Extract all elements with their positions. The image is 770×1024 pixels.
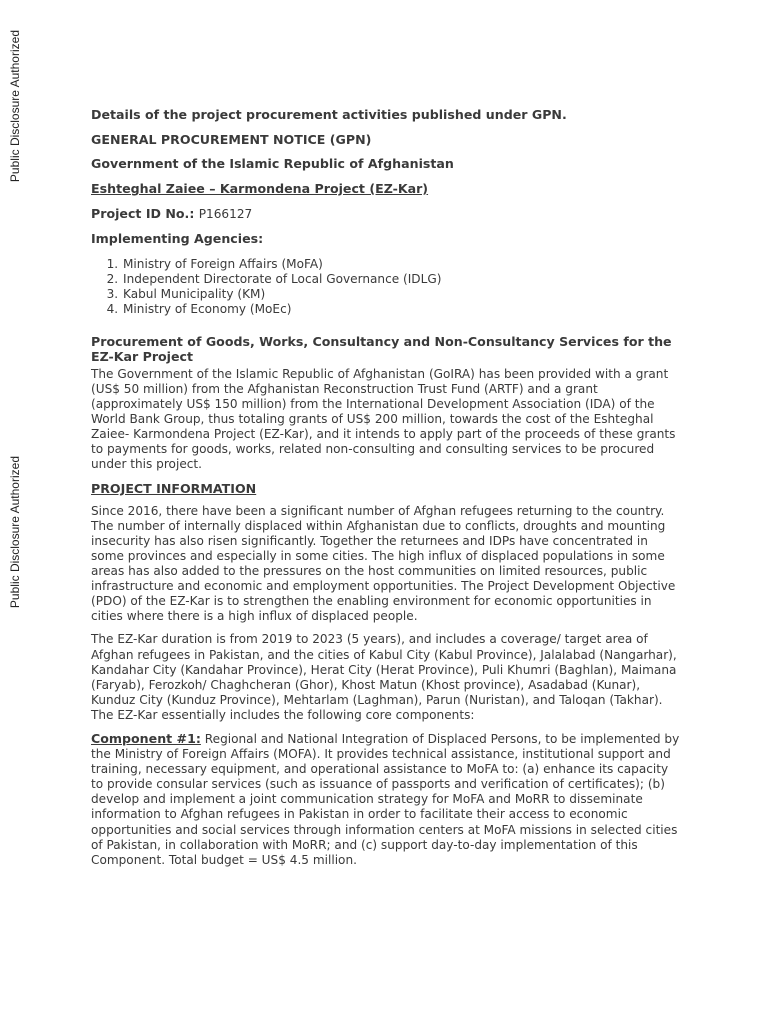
- component-1-paragraph: [91, 731, 683, 868]
- list-item: 1. Ministry of Foreign Affairs (MoFA): [122, 257, 683, 272]
- project-info-paragraph-1: Since 2016, there have been a significant number of Afghan refugees returning to the country. The number of internally displaced within Afghanistan due to conflicts, droughts and mounting insecurity has also risen significantly. Together the returnees and IDPs have concentrated in some provinces and especially in some cities. The high influx of displaced populations in some areas has also added to the pressures on the host communities on limited resources, public infrastructure and economic and employment opportunities. The Project Development Objective (PDO) of the EZ-Kar is to strengthen the enabling environment for economic opportunities in cities where there is a high influx of displaced people.: [91, 503, 676, 624]
- project-info-paragraph-2: The EZ-Kar duration is from 2019 to 2023 (5 years), and includes a coverage/ target area of Afghan refugees in Pakistan, and the cities of Kabul City (Kabul Province), Jalalabad (Nangarhar), Kandahar City (Kandahar Province), Herat City (Herat Province), Puli Khumri (Baghlan), Maimana (Faryab), Ferozkoh/ Chaghcheran (Ghor), Khost Matun (Khost province), Asadabad (Kunar), Kunduz City (Kunduz Province), Mehtarlam (Laghman), Parun (Nuristan), and Taloqan (Takhar). The EZ-Kar essentially includes the following core components:: [91, 632, 677, 722]
- project-id-line: [91, 206, 683, 222]
- gpn-heading: GENERAL PROCUREMENT NOTICE (GPN): [91, 131, 372, 147]
- project-id-value: P166127: [198, 206, 253, 221]
- disclosure-watermark-top: Public Disclosure Authorized: [8, 30, 22, 183]
- list-item: 2. Independent Directorate of Local Governance (IDLG): [122, 272, 683, 287]
- procurement-heading: Procurement of Goods, Works, Consultancy and Non-Consultancy Services for the EZ-Kar Project: [91, 333, 672, 365]
- project-name: Eshteghal Zaiee – Karmondena Project (EZ-Kar): [91, 181, 429, 197]
- component-1-label: Component #1:: [91, 730, 201, 746]
- agencies-list: [91, 257, 683, 317]
- component-1-text: Regional and National Integration of Displaced Persons, to be implemented by the Ministry of Foreign Affairs (MOFA). It provides technical assistance, institutional support and training, necessary equipment, and operational assistance to MoFA to: (a) enhance its capacity to provide consular services (such as issuance of passports and verification of certificates); (b) develop and implement a joint communication strategy for MoFA and MoRR to disseminate information to Afghan refugees in Pakistan in order to facilitate their access to economic opportunities and social services through information centers at MoFA missions in selected cities of Pakistan, in collaboration with MoRR; and (c) support day-to-day implementation of this Component. Total budget = US$ 4.5 million.: [91, 731, 680, 867]
- disclosure-watermark-middle: Public Disclosure Authorized: [8, 456, 22, 609]
- project-id-label: Project ID No.:: [91, 205, 195, 221]
- gpn-details-title: Details of the project procurement activities published under GPN.: [91, 107, 567, 122]
- document-body: [91, 107, 683, 876]
- agencies-label: Implementing Agencies:: [91, 231, 264, 247]
- procurement-paragraph: The Government of the Islamic Republic of Afghanistan (GoIRA) has been provided with a grant (US$ 50 million) from the Afghanistan Reconstruction Trust Fund (ARTF) and a grant (approximately US$ 150 million) from the International Development Association (IDA) of the World Bank Group, thus totaling grants of US$ 200 million, towards the cost of the Eshteghal Zaiee- Karmondena Project (EZ-Kar), and it intends to apply part of the proceeds of these grants to payments for goods, works, related non-consulting and consulting services to be procured under this project.: [91, 366, 676, 472]
- list-item: 3. Kabul Municipality (KM): [122, 287, 683, 302]
- list-item: 4. Ministry of Economy (MoEc): [122, 302, 683, 317]
- government-heading: Government of the Islamic Republic of Afghanistan: [91, 156, 454, 172]
- project-information-heading: PROJECT INFORMATION: [91, 480, 257, 496]
